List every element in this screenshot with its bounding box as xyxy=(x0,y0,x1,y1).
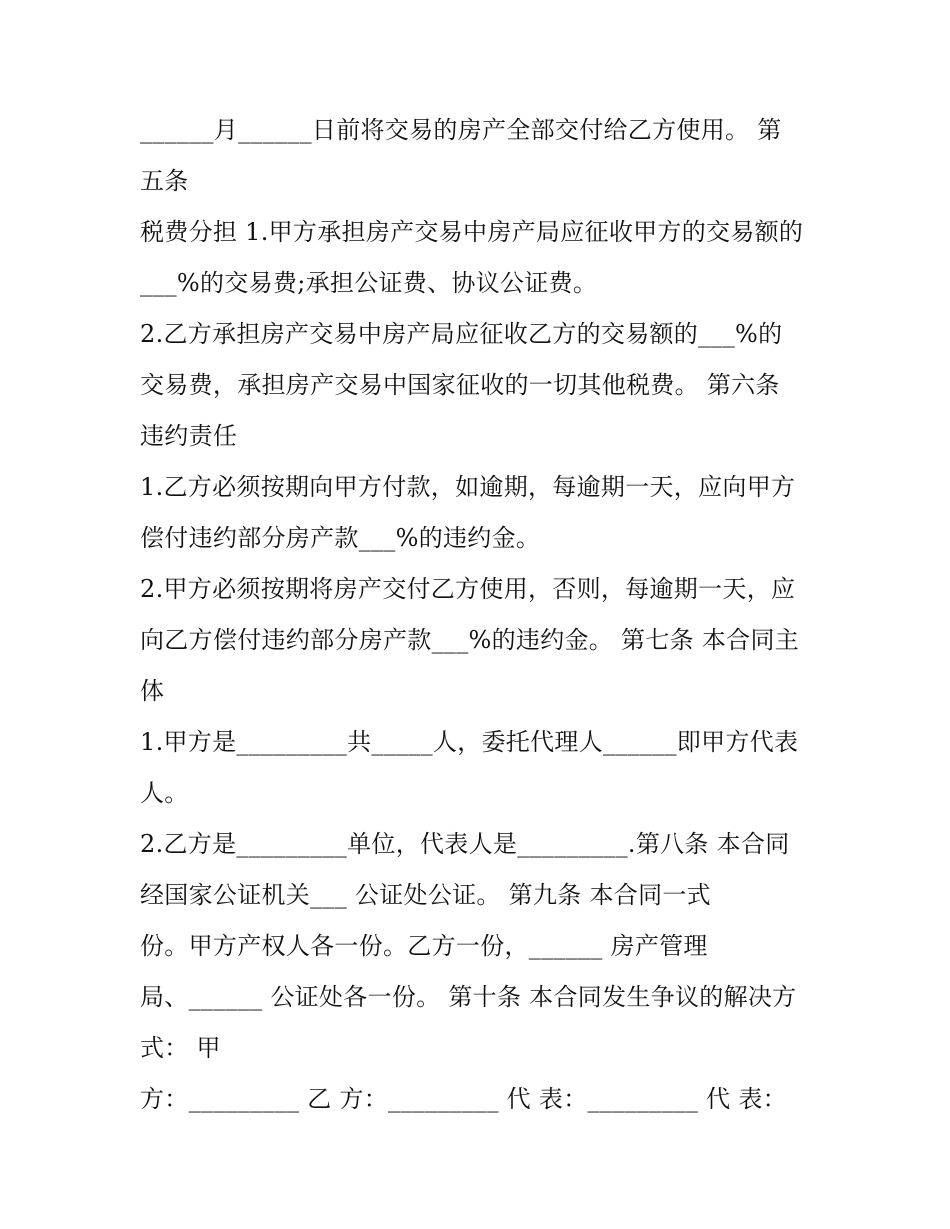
text-line: 局、______ 公证处各一份。 第十条 本合同发生争议的解决方 xyxy=(140,983,797,1011)
text-line: ______月______日前将交易的房产全部交付给乙方使用。 第 xyxy=(140,116,782,144)
text-line: 份。甲方产权人各一份。乙方一份，______ 房产管理 xyxy=(140,932,708,960)
text-line: 1.甲方是_________共_____人，委托代理人______即甲方代表 xyxy=(140,728,799,756)
text-line: 经国家公证机关___ 公证处公证。 第九条 本合同一式 xyxy=(140,881,711,909)
text-line: 2.乙方承担房产交易中房产局应征收乙方的交易额的___%的 xyxy=(140,320,783,348)
text-line: 体 xyxy=(140,677,165,705)
text-line: 交易费，承担房产交易中国家征收的一切其他税费。 第六条 xyxy=(140,371,780,399)
text-line: 式： 甲 xyxy=(140,1034,221,1062)
text-line: 人。 xyxy=(140,779,189,807)
text-line: 向乙方偿付违约部分房产款___%的违约金。 第七条 本合同主 xyxy=(140,626,800,654)
text-line: 2.甲方必须按期将房产交付乙方使用，否则，每逾期一天，应 xyxy=(140,575,796,603)
text-line: 偿付违约部分房产款___%的违约金。 xyxy=(140,524,541,552)
text-line: 税费分担 1.甲方承担房产交易中房产局应征收甲方的交易额的 xyxy=(140,218,804,246)
text-line: 五条 xyxy=(140,167,189,195)
text-line: 违约责任 xyxy=(140,422,238,450)
text-line: 方：_________ 乙 方：_________ 代 表：_________ 代 表： xyxy=(140,1085,787,1113)
text-line: ___%的交易费;承担公证费、协议公证费。 xyxy=(140,269,598,297)
text-line: 1.乙方必须按期向甲方付款，如逾期，每逾期一天，应向甲方 xyxy=(140,473,796,501)
text-line: 2.乙方是_________单位，代表人是_________.第八条 本合同 xyxy=(140,830,790,858)
